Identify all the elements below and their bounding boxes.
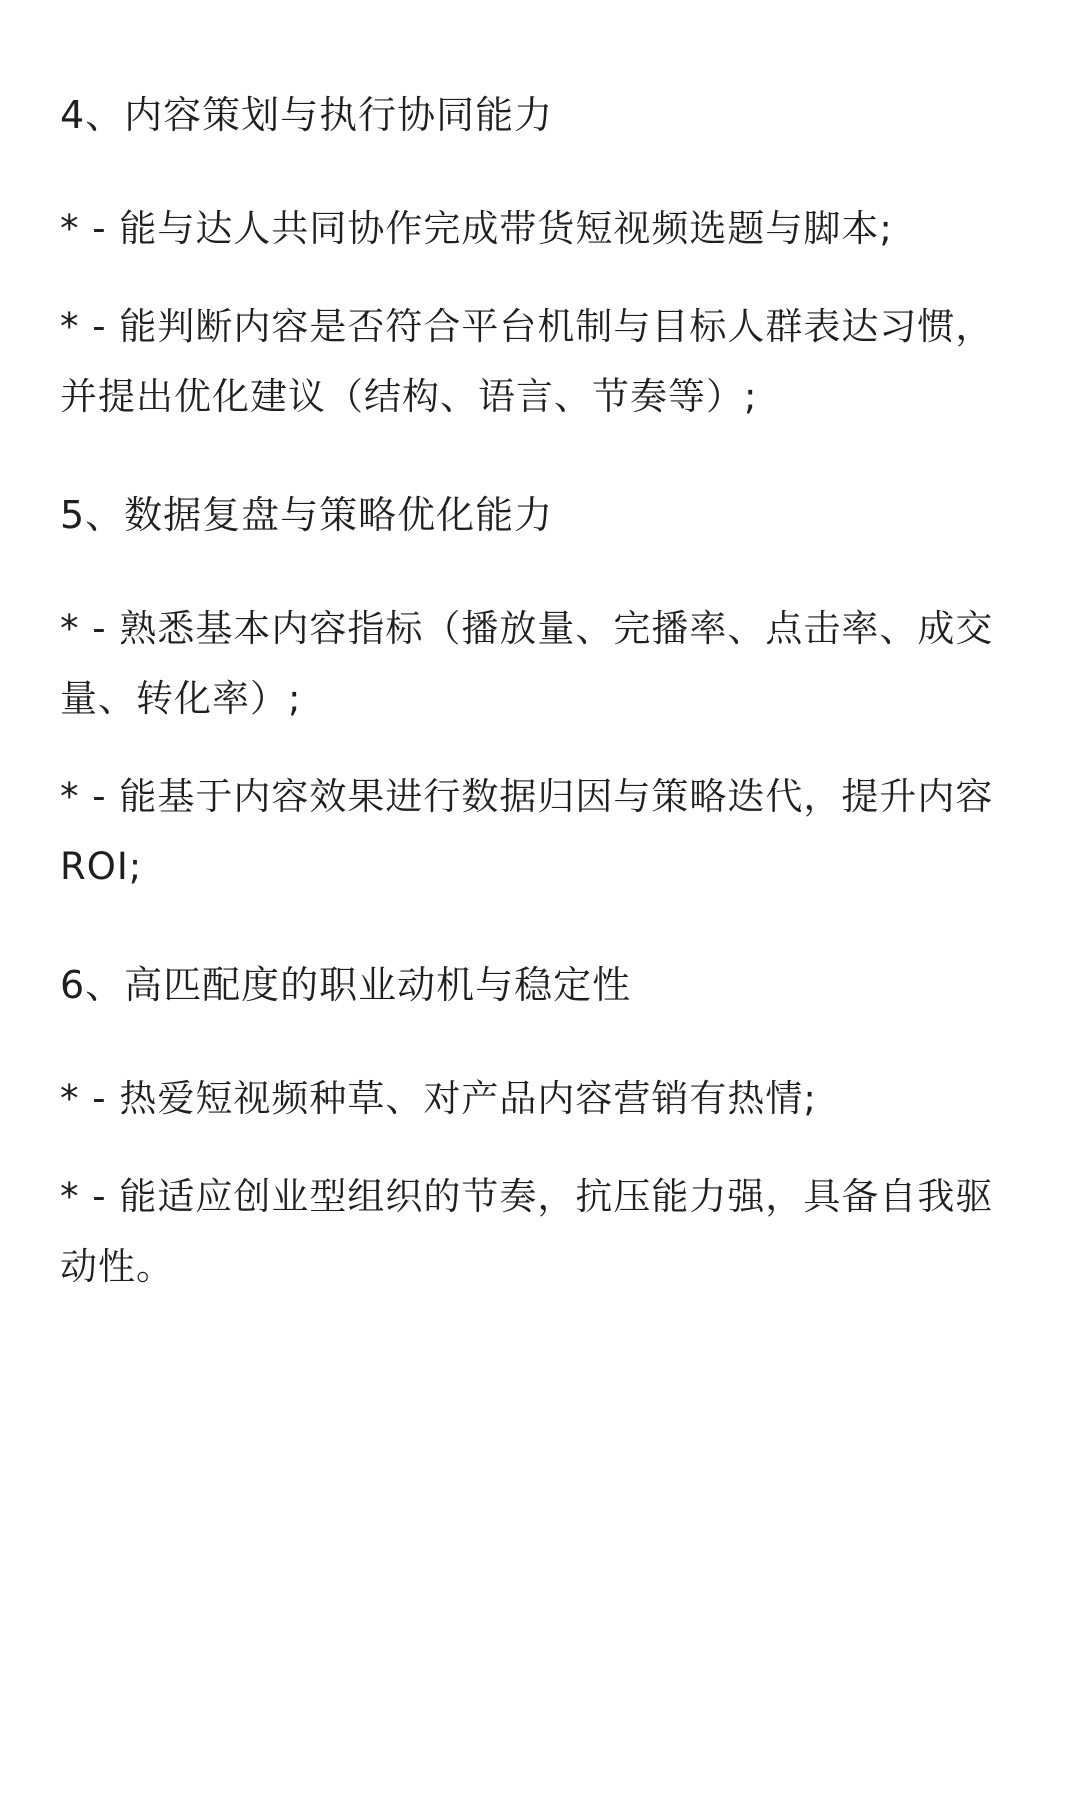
list-item: * - 热爱短视频种草、对产品内容营销有热情; (60, 1077, 817, 1120)
requirement-list (60, 594, 1020, 902)
section-heading: 4、内容策划与执行协同能力 (60, 93, 554, 137)
list-item: * - 能判断内容是否符合平台机制与目标人群表达习惯，并提出优化建议（结构、语言、节奏等）; (60, 305, 994, 418)
section-career-motivation (60, 954, 1020, 1302)
section-heading: 5、数据复盘与策略优化能力 (60, 493, 554, 537)
section-data-review (60, 484, 1020, 902)
section-heading: 6、高匹配度的职业动机与稳定性 (60, 963, 632, 1007)
requirement-list (60, 194, 1020, 432)
list-item: * - 能基于内容效果进行数据归因与策略迭代，提升内容ROI; (60, 775, 994, 888)
list-item: * - 熟悉基本内容指标（播放量、完播率、点击率、成交量、转化率）; (60, 607, 994, 720)
section-content-planning (60, 84, 1020, 432)
requirement-list (60, 1064, 1020, 1302)
list-item: * - 能与达人共同协作完成带货短视频选题与脚本; (60, 207, 893, 250)
list-item: * - 能适应创业型组织的节奏，抗压能力强，具备自我驱动性。 (60, 1175, 994, 1288)
